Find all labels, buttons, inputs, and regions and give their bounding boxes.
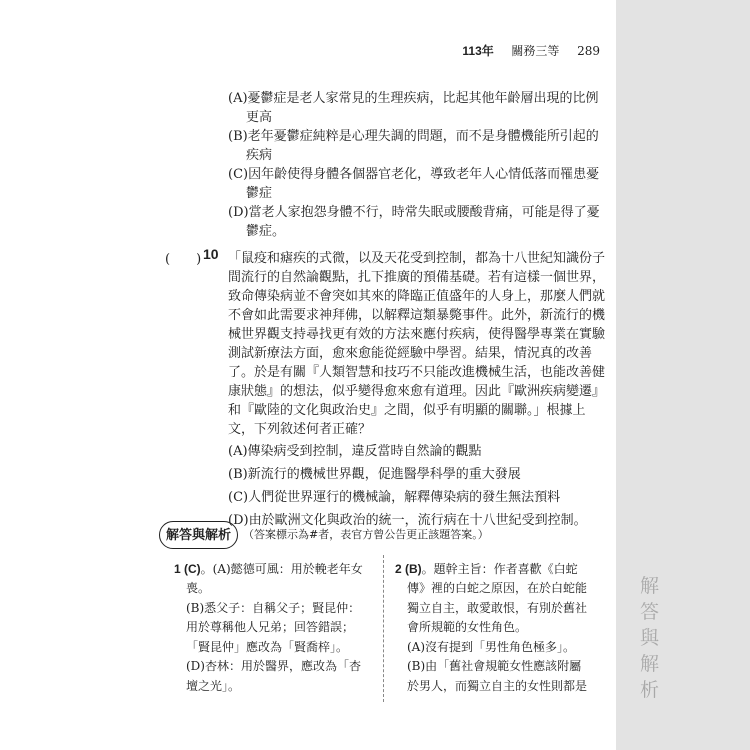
answer-1-number: 1 (C) xyxy=(174,562,201,576)
answer-1-line: (D)杏林：用於醫界，應改為「杏 xyxy=(186,659,361,673)
answer-2-line: 會所規範的女性角色。 xyxy=(407,620,528,634)
answer-1-line: 喪。 xyxy=(186,581,211,595)
prev-option-b: (B)老年憂鬱症純粹是心理失調的問題，而不是身體機能所引起的 xyxy=(228,129,599,144)
question-number: 10 xyxy=(203,246,219,262)
column-divider xyxy=(383,555,384,702)
answer-paren: ( ) xyxy=(165,252,202,267)
prev-option-a-cont: 更高 xyxy=(246,110,273,125)
answer-2-line: 。題幹主旨：作者喜歡《白蛇 xyxy=(421,562,578,576)
answer-1 xyxy=(174,560,363,577)
answer-1-line: (B)悉父子：自稱父子；賢昆仲： xyxy=(186,601,361,615)
prev-option-d: (D)當老人家抱怨身體不行，時常失眠或腰酸背痛，可能是得了憂 xyxy=(228,205,600,220)
answers-badge: 解答與解析 xyxy=(159,521,238,549)
q10-stem-line: 測試新療法方面，愈來愈能從經驗中學習。結果，情況真的改善 xyxy=(228,346,593,361)
q10-option-d: (D)由於歐洲文化與政治的統一，流行病在十八世紀受到控制。 xyxy=(228,513,587,528)
q10-option-a: (A)傳染病受到控制，違反當時自然論的觀點 xyxy=(228,444,482,459)
prev-option-c-cont: 鬱症 xyxy=(246,186,273,201)
answer-2-line: 於男人，而獨立自主的女性則都是 xyxy=(407,679,588,693)
q10-stem-line: 文，下列敘述何者正確？ xyxy=(228,422,372,437)
header-page-number: 289 xyxy=(577,44,600,58)
page-header xyxy=(388,42,600,59)
header-year: 113年 xyxy=(462,44,494,58)
answer-2-line: 傳》裡的白蛇之原因，在於白蛇能 xyxy=(407,581,588,595)
answer-2-line: (B)由「舊社會規範女性應該附屬 xyxy=(407,659,582,673)
q10-stem-line: 康狀態』的想法，似乎變得愈來愈有道理。因此『歐洲疾病變遷』 xyxy=(228,384,606,399)
header-exam: 關務三等 xyxy=(511,44,560,58)
q10-stem-line: 致命傳染病並不會突如其來的降臨正值盛年的人身上，那麼人們就 xyxy=(228,289,606,304)
q10-stem-line: 和『歐陸的文化與政治史』之間，似乎有明顯的關聯。」根據上 xyxy=(228,403,586,418)
answer-2 xyxy=(395,560,578,577)
sidebar-title: 解答與解析 xyxy=(640,575,661,701)
answer-1-line: 用於尊稱他人兄弟；回答錯誤； xyxy=(186,620,355,634)
q10-option-b: (B)新流行的機械世界觀，促進醫學科學的重大發展 xyxy=(228,467,521,482)
q10-stem-line: 間流行的自然論觀點，扎下推廣的預備基礎。若有這樣一個世界， xyxy=(228,270,606,285)
q10-stem-line: 械世界觀支持尋找更有效的方法來應付疾病，使得醫學專業在實驗 xyxy=(228,327,606,342)
q10-stem-line: 不會如此需要求神拜佛，以解釋這類暴斃事件。此外，新流行的機 xyxy=(228,308,606,323)
answer-1-line: 。(A)懿德可風：用於輓老年女 xyxy=(200,562,363,576)
q10-option-c: (C)人們從世界運行的機械論，解釋傳染病的發生無法預料 xyxy=(228,490,561,505)
answer-2-number: 2 (B) xyxy=(395,562,422,576)
prev-option-d-cont: 鬱症。 xyxy=(246,224,286,239)
answer-1-line: 「賢昆仲」應改為「賢喬梓」。 xyxy=(186,640,349,654)
answer-2-line: 獨立自主，敢愛敢恨，有別於舊社 xyxy=(407,601,588,615)
chapter-sidebar xyxy=(616,0,750,750)
answer-1-line: 壇之光」。 xyxy=(186,679,241,693)
prev-option-b-cont: 疾病 xyxy=(246,148,273,163)
q10-stem-line: 「鼠疫和瘧疾的式微，以及天花受到控制，都為十八世紀知識份子 xyxy=(228,251,606,266)
prev-option-c: (C)因年齡使得身體各個器官老化，導致老年人心情低落而罹患憂 xyxy=(228,167,600,182)
q10-stem-line: 了。於是有關『人類智慧和技巧不只能改進機械生活，也能改善健 xyxy=(228,365,606,380)
prev-option-a: (A)憂鬱症是老人家常見的生理疾病，比起其他年齡層出現的比例 xyxy=(228,91,599,106)
answer-2-line: (A)沒有提到「男性角色極多」。 xyxy=(407,640,576,654)
answers-note: （答案標示為#者，表官方曾公告更正該題答案。） xyxy=(243,528,489,541)
